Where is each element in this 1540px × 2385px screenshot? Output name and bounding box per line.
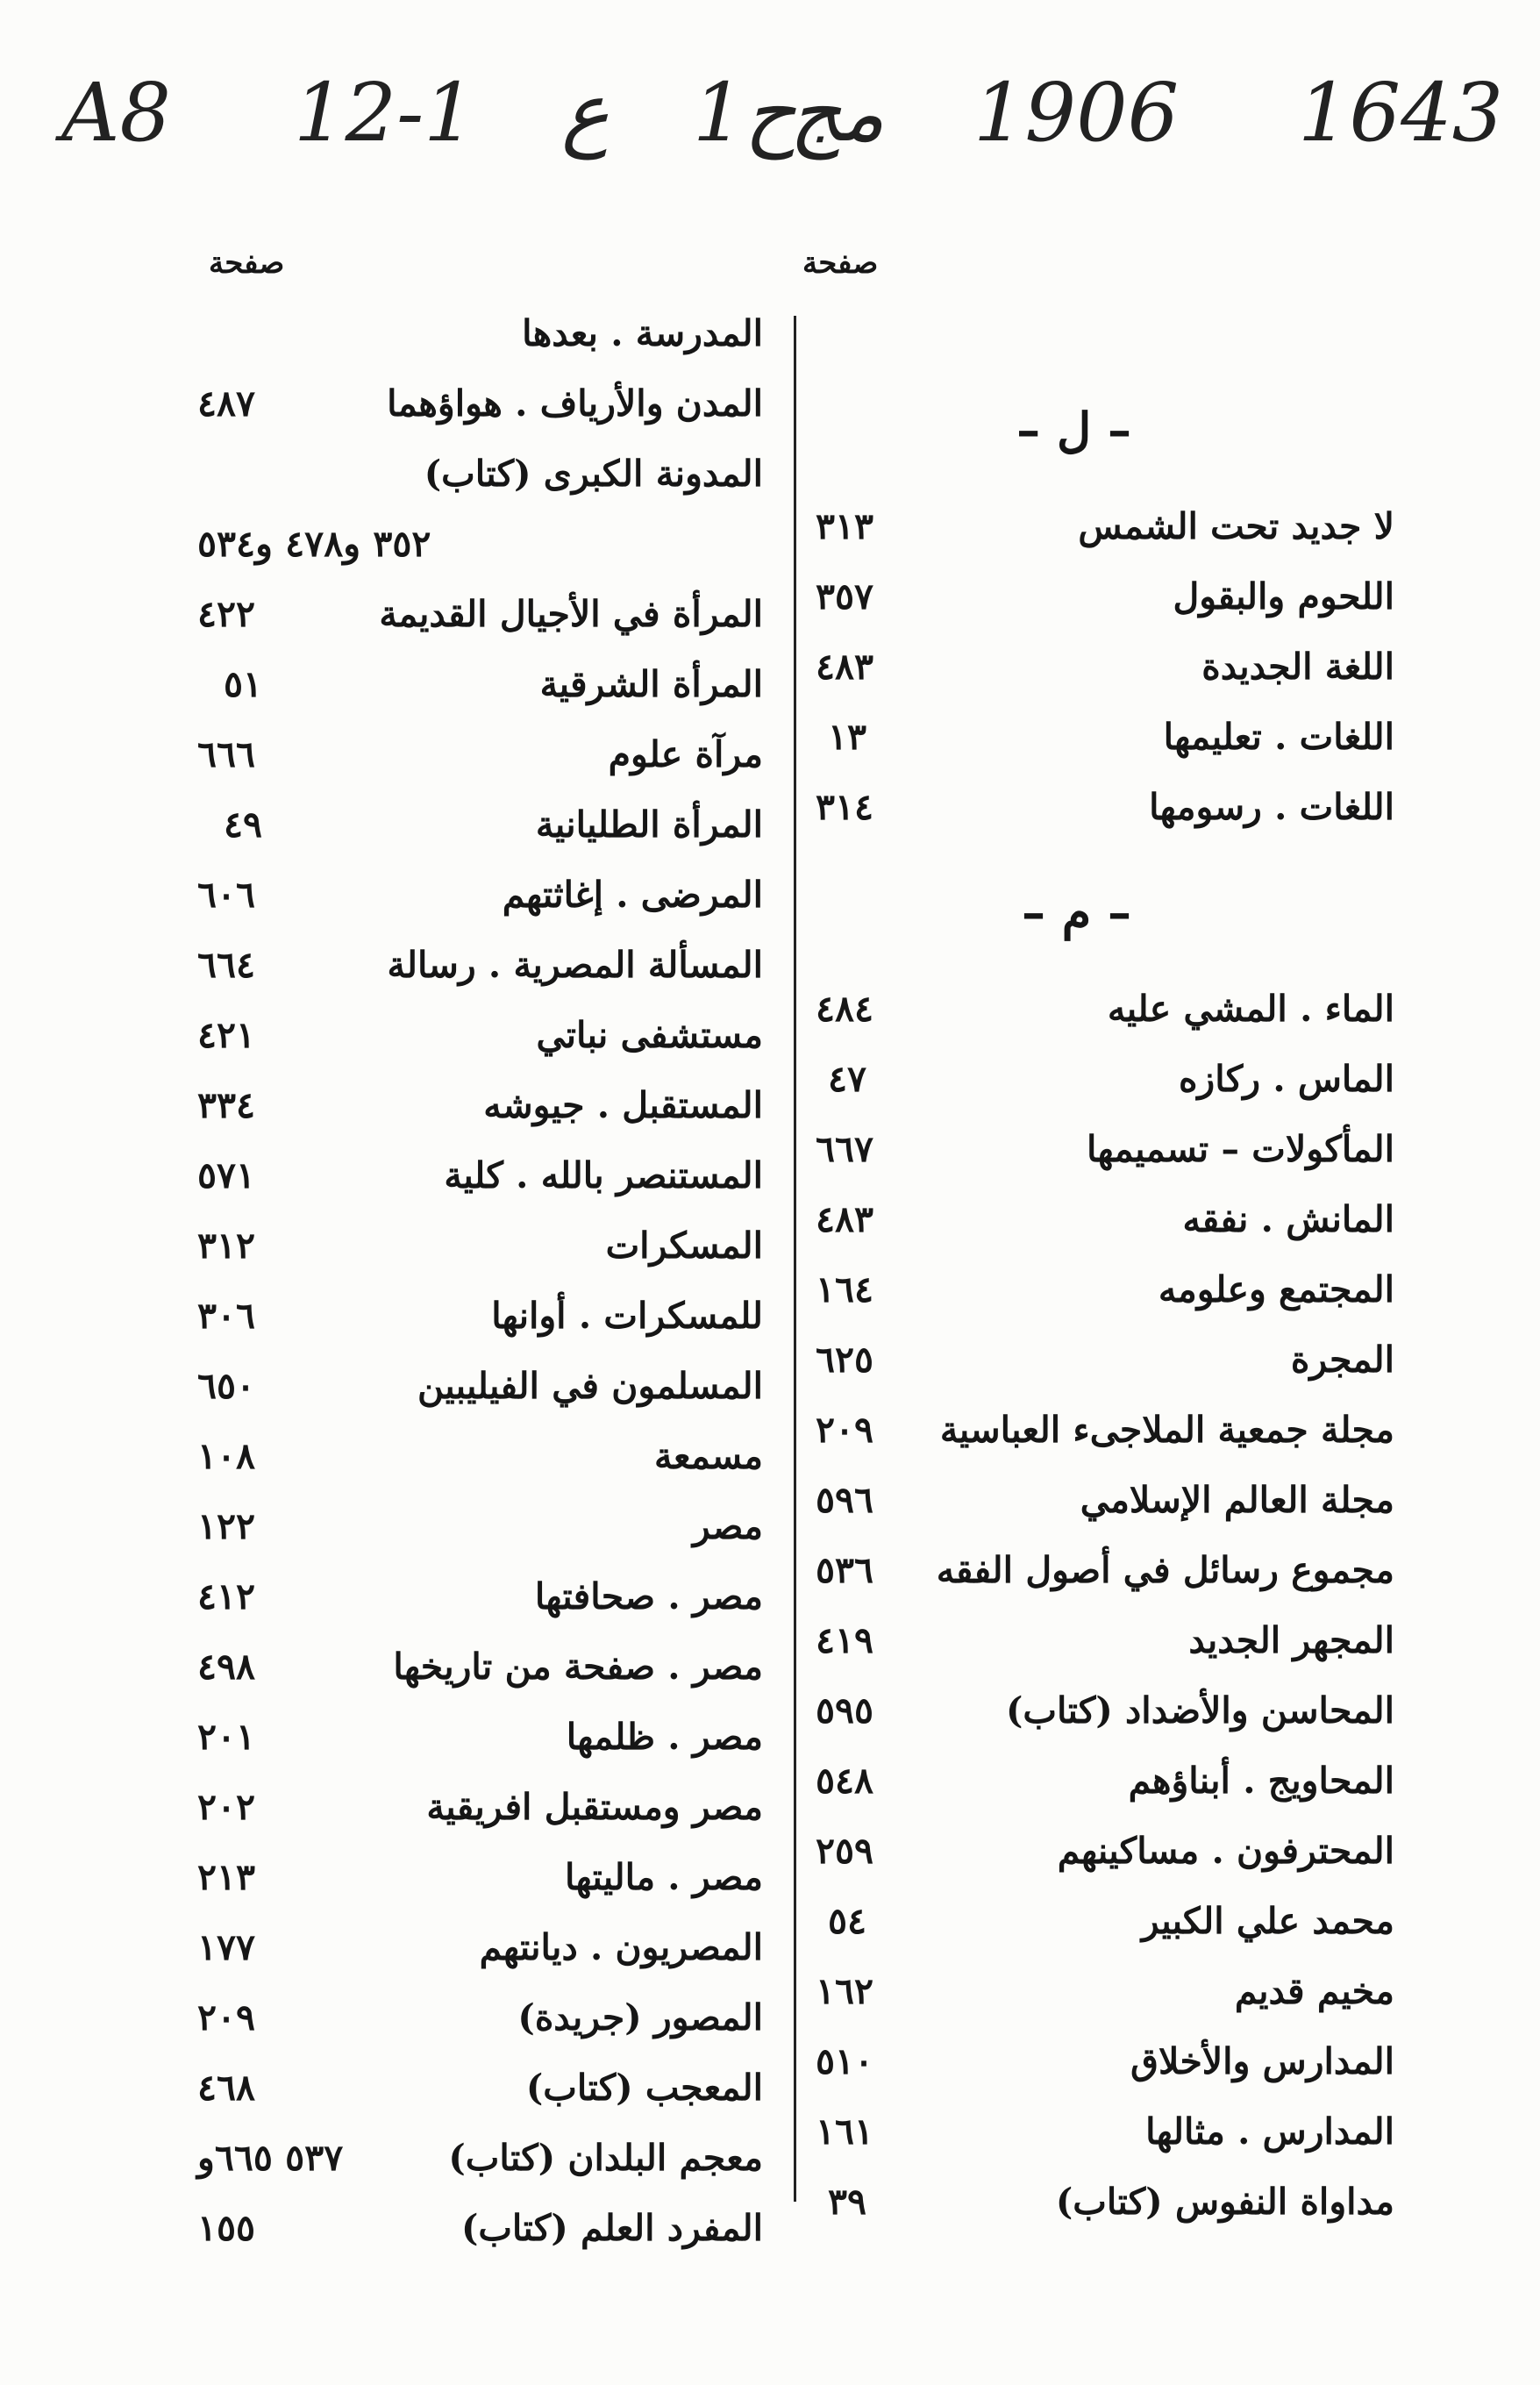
entry-label: لا جديد تحت الشمس [1078,505,1394,547]
index-entry [197,2130,763,2200]
index-entry [197,1568,763,1639]
entry-label: للمسكرات . أوانها [491,1295,763,1337]
entry-label: المدن والأرياف . هواؤهما [387,382,763,425]
page-number: ٤٨٧ [197,382,256,425]
entry-label: المانش . نفقه [1182,1198,1394,1240]
index-entry [197,1428,763,1498]
entry-label: المدرسة . بعدها [522,312,763,354]
page-number: ٤١٩ [816,1619,874,1661]
entry-label: مسمعة [653,1435,763,1477]
entry-label: مجموع رسائل في أصول الفقه [936,1549,1394,1591]
index-entry [197,1919,763,1989]
page-number-list: ٣٥٢ و٤٧٨ و٥٣٤ [197,523,431,565]
entry-label: مرآة علوم [608,733,763,775]
index-entry [197,796,763,867]
index-entry [816,1402,1394,1472]
page-number: ١٦٢ [816,1970,874,2012]
page-number: ٦٠٦ [197,874,256,916]
page-number: ٤٨٣ [816,1198,874,1240]
entry-label: مصر . ماليتها [564,1856,763,1898]
index-entry [197,1007,763,1077]
index-entry [197,446,763,516]
page-number: ٣٠٦ [197,1295,256,1337]
entry-label: المدارس والأخلاق [1130,2040,1394,2082]
entry-label: مستشفى نباتي [536,1014,763,1056]
page-number: ٥١ [224,663,263,705]
page-number: ٤٢١ [197,1014,256,1056]
entry-label: مصر . صفحة من تاريخها [393,1646,763,1688]
page-number: ٦٦٤ [197,944,256,986]
page-number: ١٧٧ [197,1926,256,1968]
page-number: ٤٩ [224,803,263,846]
index-entry [816,1191,1394,1261]
page-number: ١٥٥ [197,2207,256,2249]
left-column [197,305,763,2249]
index-entry [816,1893,1394,1963]
handwritten-code: A8 [61,66,171,160]
index-entry [197,1639,763,1709]
page-number: ٤٩٨ [197,1646,256,1688]
entry-label: المرأة الشرقية [539,663,763,705]
page-number: ٣٩ [828,2181,867,2223]
page-number: ٤٨٤ [816,988,874,1030]
entry-label: معجم البلدان (كتاب) [448,2137,763,2179]
entry-label: مصر . ظلمها [566,1716,763,1758]
entry-label: اللغات . تعليمها [1163,716,1394,758]
index-entry [816,779,1394,849]
index-entry [816,981,1394,1051]
handwritten-number: 1643 [1298,66,1504,160]
index-entry [816,1963,1394,2033]
page-number: ٥٤ [828,1900,867,1942]
page-number: ١٣ [828,716,867,758]
index-entry [197,2060,763,2130]
page-number: ٣١٢ [197,1225,256,1267]
entry-label: مصر [692,1505,763,1547]
entry-label: مجلة جمعية الملاجىء العباسية [939,1409,1394,1451]
index-entry [197,1709,763,1779]
left-page-header: صفحة [209,246,285,281]
entry-label: اللحوم والبقول [1173,575,1394,618]
entry-label: المصريون . ديانتهم [479,1926,763,1968]
page-number: ٥٤٨ [816,1760,874,1802]
page-number: ٥٣٦ [816,1549,874,1591]
entry-label: اللغة الجديدة [1201,646,1394,688]
page-number: ٦٥٠ [197,1365,256,1407]
handwritten-letter: ع [561,66,610,160]
entry-label: المعجب (كتاب) [525,2067,763,2109]
index-entry [197,867,763,937]
index-entry [816,1542,1394,1612]
index-entry [816,2033,1394,2103]
page-number: ٣٥٧ [816,575,874,618]
entry-label: مصر . صحافتها [534,1575,763,1617]
entry-label: المحاسن والأضداد (كتاب) [1006,1689,1394,1732]
page-number: ٥٩٥ [816,1689,874,1732]
index-entry [816,1332,1394,1402]
index-entry [197,2200,763,2270]
entry-label: المجتمع وعلومه [1158,1268,1394,1310]
entry-label: المسلمون في الفيليبين [417,1365,763,1407]
entry-label: الماء . المشي عليه [1107,988,1394,1030]
entry-label: مداواة النفوس (كتاب) [1055,2181,1394,2223]
entry-label: مصر ومستقبل افريقية [426,1786,763,1828]
entry-label: المسكرات [605,1225,763,1267]
index-entry [816,1051,1394,1121]
page-number: ١٢٢ [197,1505,256,1547]
index-entry [197,375,763,446]
page-number: ٥٧١ [197,1154,256,1196]
right-column [816,305,1394,2235]
page-number: ١٠٨ [197,1435,256,1477]
page-number: ٤٨٣ [816,646,874,688]
page-number: ٣١٤ [816,786,874,828]
entry-label: مجلة العالم الإسلامي [1080,1479,1394,1521]
page-number: ٤٦٨ [197,2067,256,2109]
index-entry [816,1823,1394,1893]
page-number: ١٦٤ [816,1268,874,1310]
index-entry [197,516,763,586]
index-entry [816,709,1394,779]
entry-label: المحاويج . أبناؤهم [1128,1760,1394,1802]
index-entry [197,305,763,375]
index-entry [816,1612,1394,1682]
index-entry [197,1147,763,1217]
page-number-list: ٥٣٧ ٦٦٥و [197,2137,344,2179]
entry-label: المجهر الجديد [1188,1619,1394,1661]
entry-label: المحترفون . مساكينهم [1057,1830,1394,1872]
entry-label: محمد علي الكبير [1141,1900,1394,1942]
index-entry [197,1217,763,1288]
handwritten-volume: 12-1 [294,66,475,160]
index-entry [816,639,1394,709]
index-entry [816,568,1394,639]
entry-label: اللغات . رسومها [1149,786,1394,828]
index-entry [816,1682,1394,1753]
index-entry [197,656,763,726]
index-entry [197,1358,763,1428]
entry-label: المستنصر بالله . كلية [444,1154,763,1196]
index-entry [197,1779,763,1849]
index-entry [816,2174,1394,2244]
page-number: ٥٩٦ [816,1479,874,1521]
entry-label: المأكولات – تسميمها [1087,1128,1394,1170]
page-number: ٢٠٩ [197,1996,256,2039]
page-number: ٦٦٦ [197,733,256,775]
index-entry [197,726,763,796]
column-divider [794,316,796,2202]
page-number: ٢١٣ [197,1856,256,1898]
page-number: ٢٥٩ [816,1830,874,1872]
page-number: ٣٣٤ [197,1084,256,1126]
index-entry [197,937,763,1007]
index-entry [197,1989,763,2060]
page-number: ٣١٣ [816,505,874,547]
handwritten-year: 1906 [973,66,1180,160]
entry-label: المرأة في الأجيال القديمة [379,593,763,635]
index-entry [816,1753,1394,1823]
index-entry [816,1261,1394,1332]
index-entry [197,1849,763,1919]
page-number: ٥١٠ [816,2040,874,2082]
entry-label: المستقبل . جيوشه [483,1084,763,1126]
page-number: ٢٠٩ [816,1409,874,1451]
entry-label: مخيم قديم [1234,1970,1394,2012]
index-entry [816,1472,1394,1542]
page-number: ٢٠١ [197,1716,256,1758]
entry-label: المدارس . مثالها [1145,2110,1394,2153]
entry-label: المدونة الكبرى (كتاب) [424,453,763,495]
right-page-header: صفحة [802,246,879,281]
section-heading-lam: – ل – [1016,402,1131,458]
handwritten-part: 1ح [693,66,796,160]
index-entry [816,1121,1394,1191]
entry-label: المرأة الطليانية [535,803,763,846]
section-heading-mim: – م – [1021,884,1131,940]
entry-label: المجرة [1290,1339,1394,1381]
index-entry [197,1288,763,1358]
index-entry [816,2103,1394,2174]
entry-label: المفرد العلم (كتاب) [460,2207,763,2249]
page-number: ٤٢٢ [197,593,256,635]
entry-label: الماس . ركازه [1178,1058,1394,1100]
page-number: ٤١٢ [197,1575,256,1617]
page-number: ١٦١ [816,2110,874,2153]
index-entry [197,586,763,656]
entry-label: المرضى . إغاثتهم [502,874,763,916]
page-number: ٦٢٥ [816,1339,874,1381]
entry-label: المسألة المصرية . رسالة [387,944,763,986]
index-entry [197,1498,763,1568]
entry-label: المصور (جريدة) [517,1996,763,2039]
handwritten-mj: مج [789,66,885,160]
page-number: ٢٠٢ [197,1786,256,1828]
page-number: ٦٦٧ [816,1128,874,1170]
index-entry [816,498,1394,568]
index-entry [197,1077,763,1147]
page-number: ٤٧ [828,1058,867,1100]
